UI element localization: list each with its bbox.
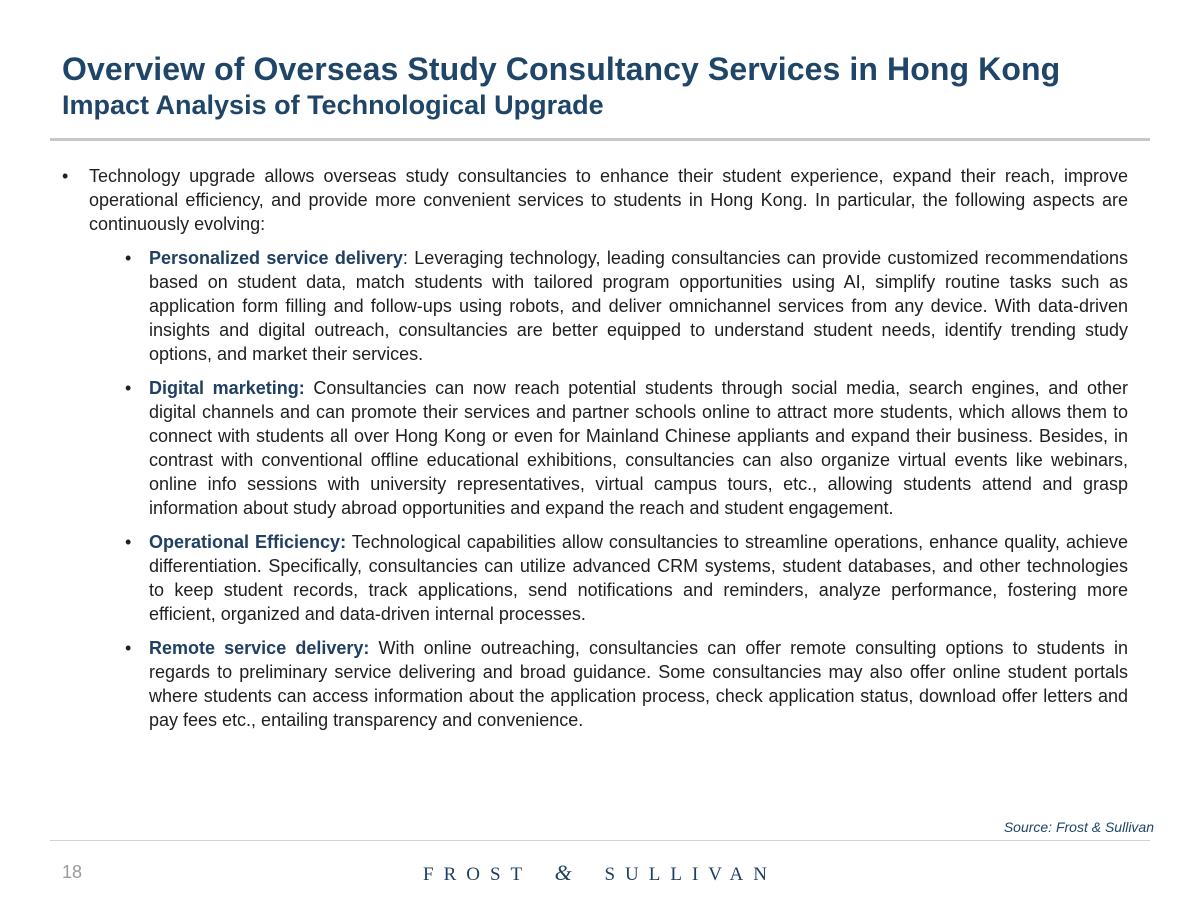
logo-ampersand: &	[554, 860, 572, 885]
logo-right-word: SULLIVAN	[604, 864, 777, 885]
slide-subtitle: Impact Analysis of Technological Upgrade	[62, 90, 604, 120]
aspect-term: Digital marketing:	[149, 378, 305, 398]
aspect-term: Personalized service delivery	[149, 248, 403, 268]
aspect-separator: :	[402, 248, 408, 268]
page-number: 18	[62, 862, 83, 882]
aspect-term: Operational Efficiency:	[149, 532, 347, 552]
aspect-item-operational-efficiency	[125, 530, 1128, 626]
aspect-item-remote-service	[125, 636, 1128, 732]
source-note: Source: Frost & Sullivan	[1003, 819, 1154, 835]
aspect-description: Technological capabilities allow consultancies to streamline operations, enhance quality, achieve differentiation. Specifically, consultancies can utilize advanced CRM systems, student databases, and other technologies to keep student records, track applications, send notifications and reminders, analyze performance, fostering more efficient, organized and data-driven internal processes.	[149, 532, 1128, 624]
aspect-description: Consultancies can now reach potential students through social media, search engines, and other digital channels and can promote their services and partner schools online to attract more students, which allows them to connect with students all over Hong Kong or even for Mainland Chinese appliants and expand their business. Besides, in contrast with conventional offline educational exhibitions, consultancies can also organize virtual events like webinars, online info sessions with university representatives, virtual campus tours, etc., allowing students attend and grasp information about study abroad opportunities and expand the reach and student engagement.	[149, 378, 1128, 518]
aspect-term: Remote service delivery:	[149, 638, 370, 658]
logo-left-word: FROST	[423, 864, 532, 885]
bullet-icon: •	[125, 378, 132, 398]
slide-title: Overview of Overseas Study Consultancy Services in Hong Kong	[62, 51, 1061, 87]
header-divider	[50, 138, 1150, 141]
intro-bullet	[62, 164, 1128, 236]
aspect-item-digital-marketing	[125, 376, 1128, 520]
frost-sullivan-logo	[0, 860, 1200, 886]
slide-content	[62, 164, 1128, 742]
slide-header	[62, 50, 1152, 122]
aspect-description: Leveraging technology, leading consultancies can provide customized recommendations based on student data, match students with tailored program opportunities using AI, simplify routine tasks such as application form filling and follow-ups using robots, and deliver omnichannel services from any device. With data-driven insights and digital outreach, consultancies are better equipped to understand student needs, identify trending study options, and market their services.	[149, 248, 1128, 364]
bullet-icon: •	[62, 166, 69, 186]
aspect-description: With online outreaching, consultancies can offer remote consulting options to students in regards to preliminary service delivering and broad guidance. Some consultancies may also offer online student portals where students can access information about the application process, check application status, download offer letters and pay fees etc., entailing transparency and convenience.	[149, 638, 1128, 730]
bullet-icon: •	[125, 638, 132, 658]
intro-text: Technology upgrade allows overseas study consultancies to enhance their student experience, expand their reach, improve operational efficiency, and provide more convenient services to students in Hong Kong. In particular, the following aspects are continuously evolving:	[89, 166, 1128, 234]
bullet-icon: •	[125, 532, 132, 552]
footer-divider	[50, 840, 1150, 841]
aspect-list	[62, 246, 1128, 732]
bullet-icon: •	[125, 248, 132, 268]
aspect-item-personalized-service	[125, 246, 1128, 366]
